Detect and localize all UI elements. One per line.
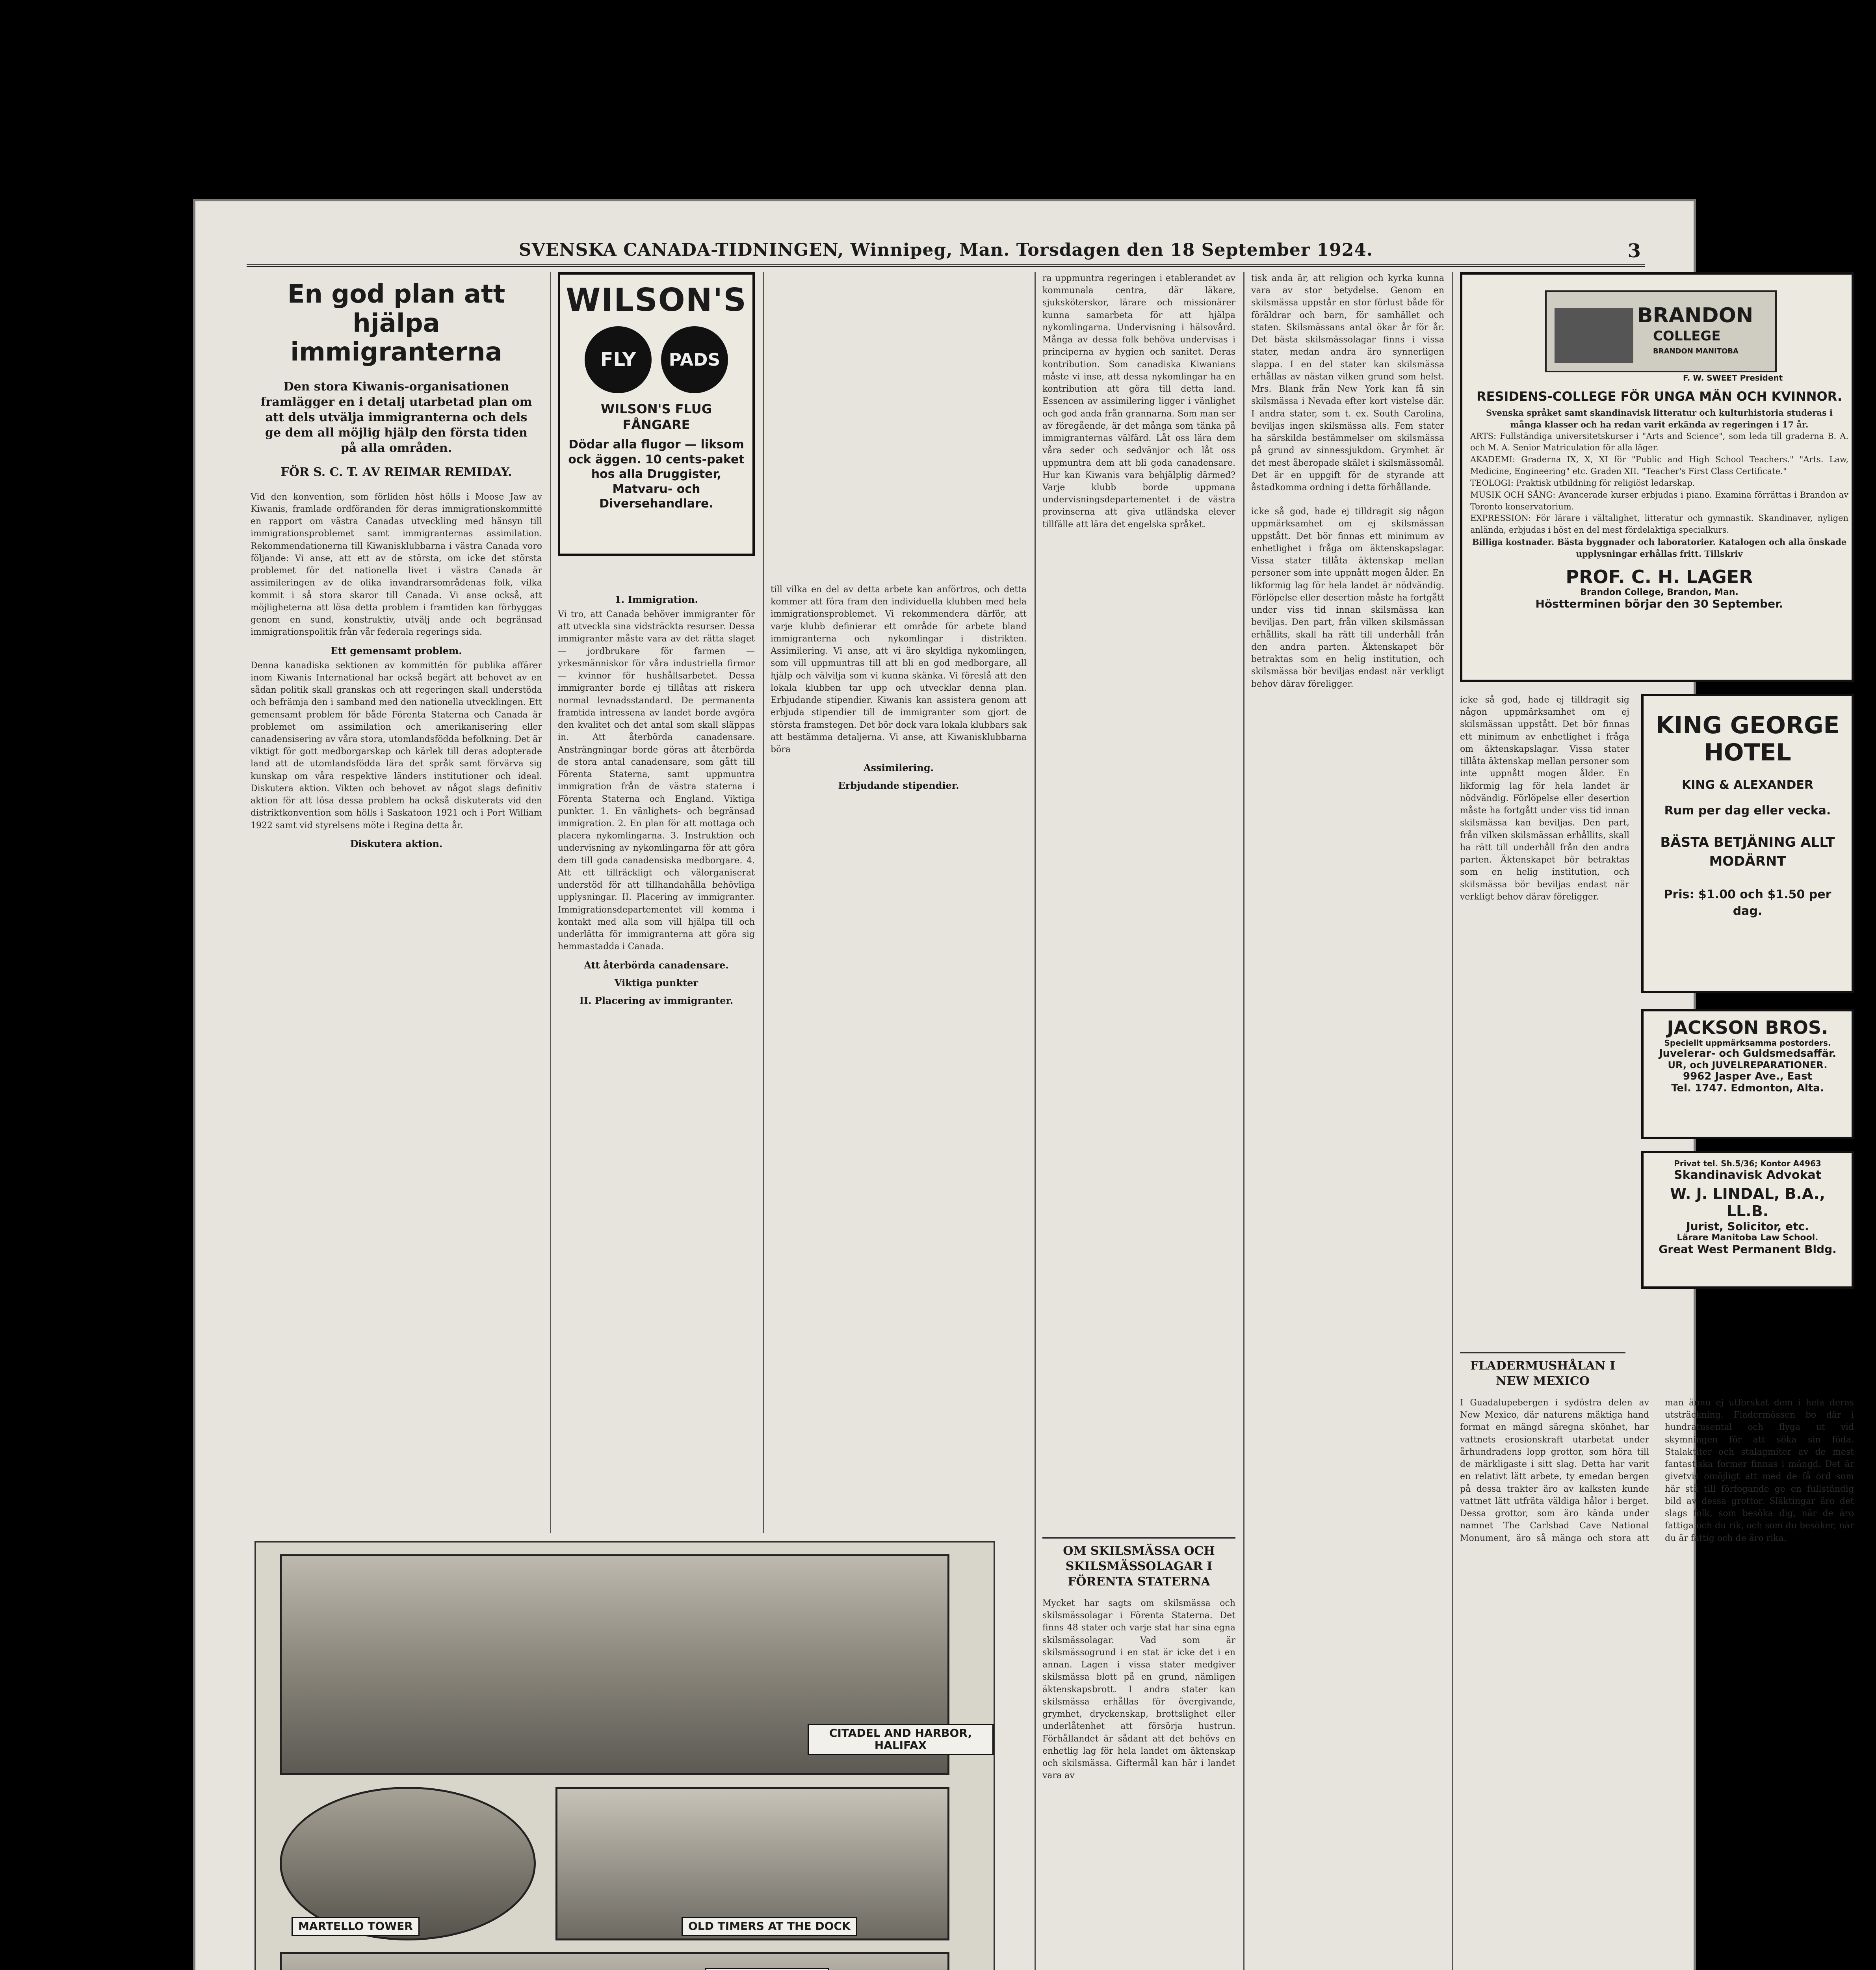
brandon-term: Höstterminen börjar den 30 September. bbox=[1535, 597, 1783, 610]
building-icon bbox=[1555, 308, 1633, 363]
main-byline: FÖR S. C. T. AV REIMAR REMIDAY. bbox=[280, 465, 512, 479]
hotel-rooms: Rum per dag eller vecka. bbox=[1664, 804, 1831, 818]
fly-circle: FLY bbox=[585, 326, 652, 393]
brandon-teologi: TEOLOGI: Praktisk utbildning för religiöst ledarskap. bbox=[1470, 478, 1695, 488]
hotel-service: BÄSTA BETJÄNING ALLT MODÄRNT bbox=[1660, 834, 1835, 869]
subhead-assimilation: Assimilering. bbox=[863, 762, 934, 774]
column-5 bbox=[1251, 272, 1444, 1970]
masthead: SVENSKA CANADA-TIDNINGEN, Winnipeg, Man. Torsdagen den 18 September 1924. bbox=[518, 240, 1373, 260]
fly-pads-badge bbox=[560, 326, 752, 393]
brandon-contact-name: PROF. C. H. LAGER bbox=[1566, 566, 1753, 587]
lindal-phone: Privat tel. Sh.5/36; Kontor A4963 bbox=[1674, 1159, 1821, 1168]
main-body: Vid den konvention, som förliden höst hölls i Moose Jaw av Kiwanis, framlade ordföranden för deras immigrationskommitté en rapport om västra Canadas utveckling med hänsyn till immigrationsproblemet samt immigranternas assimilation. Rekommendationerna till Kiwanisklubbarna i västra Canada voro följande: Vi anse, att ett av de största, om icke det största problemet för det nationella livet i västra Canada är assimileringen av de olika invandrarsområdenas folk, vilka kommit i så stora skaror till Canada. Vi anse också, att möjligheterna att lösa detta problem i framtiden kan förbyggas genom en sund, konstruktiv, utvälj ande och begränsad immigrationspolitik från vår federala regerings sida. bbox=[251, 492, 542, 637]
lindal-lawyer-ad bbox=[1641, 1151, 1854, 1289]
subhead-discuss-action: Diskutera aktion. bbox=[350, 838, 443, 849]
column-2 bbox=[558, 587, 755, 1525]
lindal-name: W. J. LINDAL, B.A., LL.B. bbox=[1670, 1185, 1825, 1220]
lindal-school: Lärare Manitoba Law School. bbox=[1677, 1233, 1818, 1243]
jackson-line3: UR, och JUVELREPARATIONER. bbox=[1668, 1059, 1828, 1070]
brandon-akademi: AKADEMI: Graderna IX, X, XI för "Public and High School Teachers." "Arts. Law, Medicine, Engineering" etc. Graden XII. "Teacher's First Class Certificate." bbox=[1470, 455, 1848, 476]
column-3-text: till vilka en del av detta arbete kan anförtros, och detta kommer att föra fram den individuella klubben med hela immigrationsproblemet. Vi rekommendera därför, att varje klubb definierar ett område för arbete bland immigranterna och nykomlingar i distrikten. Assimilering. Vi anse, att vi äro skyldiga nykomlingen, som vill uppmuntras till att bli en god medborgare, all hjälp och välvilja som vi kunna skänka. Vi föreslå att den lokala klubben tar upp och utvecklar denna plan. Erbjudande stipendier. Kiwanis kan assistera genom att erbjuda stipendier till de immigranter som gjort de största framstegen. Det bör dock vara lokala klubbars sak att bestämma detaljerna. Vi anse, att Kiwanisklubbarna böra bbox=[771, 585, 1027, 755]
jackson-bros-ad bbox=[1641, 1009, 1854, 1139]
page-header bbox=[247, 237, 1645, 267]
jackson-line4: 9962 Jasper Ave., East bbox=[1683, 1070, 1813, 1082]
brandon-logo-title: BRANDON bbox=[1637, 304, 1753, 327]
northwest-arm-label bbox=[705, 1968, 829, 1970]
divorce-article-text: Mycket har sagts om skilsmässa och skilsmässolagar i Förenta Staterna. Det finns 48 stater och varje stat har sina egna skilsmässolagar. Vad som är skilsmässogrund i en stat är icke det i en annan. Lagen i vissa stater medgiver skilsmässa blott på en grund, nämligen äktenskapsbrott. I andra stater kan skilsmässa erhållas för övergivande, grymhet, dryckenskap, brottslighet eller underlåtenhet att försörja hustrun. Förhållandet är sådant att det behövs en enhetlig lag för hela landet om äktenskap och skilsmässa. Giftermål kan här i landet vara av bbox=[1042, 1598, 1235, 1781]
jackson-line2: Juvelerar- och Guldsmedsaffär. bbox=[1659, 1048, 1836, 1059]
brandon-college-ad bbox=[1460, 272, 1854, 682]
newspaper-page bbox=[193, 199, 1854, 1970]
column-4-text: ra uppmuntra regeringen i etablerandet av kommunala centra, där läkare, sjuksköterskor, lärare och missionärer kunna samarbeta för att hjälpa nykomlingarna. Undervisning i hälsovård. Många av dessa folk behöva undervisas i principerna av hygien och sanitet. Deras kontribution. Som canadiska Kiwanians måste vi inse, att dessa nykomlingar ha en kontribution att göra till detta land. Essencen av assimilering ligger i vänlighet och god anda från grannarna. Som man ser av föregående, är det många som tänka på immigranternas välfärd. Låt oss lära dem våra seder och sedvänjor och låt oss uppmuntra dem att bli goda canadensare. Hur kan Kiwanis vara behjälplig därmed? Varje klubb borde uppmana undervisningsdepartementet i de västra provinserna att giva utländska elever tillfälle att lära det engelska språket. bbox=[1042, 273, 1235, 530]
king-george-hotel-ad bbox=[1641, 694, 1854, 993]
page-number: 3 bbox=[1627, 240, 1641, 262]
hotel-address: KING & ALEXANDER bbox=[1682, 778, 1813, 792]
brandon-musik: MUSIK OCH SÅNG: Avancerade kurser erbjudas i piano. Examina förrättas i Brandon av Toronto konservatorium. bbox=[1470, 490, 1848, 511]
old-timers-label: OLD TIMERS AT THE DOCK bbox=[682, 1917, 857, 1936]
column-2-text: Vi tro, att Canada behöver immigranter för att utveckla sina vidsträckta resurser. Dessa immigranter måste vara av det rätta slaget — jordbrukare för farmen — yrkesmänniskor för våra industriella firmor — kvinnor för hushållsarbetet. Dessa immigranter borde ej tillåtas att riskera normal levnadsstandard. De permanenta framtida intressena av landet borde avgöra den kvalitet och det antal som skall släppas in. Att återbörda canadensare. Ansträngningar borde göras att återbörda de stora antal canadensare, som gått till Förenta Staterna, samt uppmuntra immigration från de västra staterna i Förenta Staterna och England. Viktiga punkter. 1. En vänlighets- och begränsad immigration. 2. En plan för att mottaga och placera nykomlingarna. 3. Instruktion och undervisning av nykomlingarna för att göra dem till goda canadensiska medborgare. 4. Att ett tillräckligt och välorganiserat understöd för att tillhandahålla behövliga upplysningar. II. Placering av immigranter. Immigrationsdepartementet vill komma i kontakt med alla som vill hjälpa till och underlätta för immigranterna att göra sig hemmastadda i Canada. bbox=[558, 610, 755, 952]
subhead-key-points: Viktiga punkter bbox=[614, 977, 698, 989]
martello-label: MARTELLO TOWER bbox=[292, 1917, 420, 1936]
jackson-line5: Tel. 1747. Edmonton, Alta. bbox=[1671, 1082, 1824, 1094]
brandon-president: F. W. SWEET President bbox=[1683, 373, 1783, 383]
main-article bbox=[251, 272, 542, 1533]
main-headline: En god plan att hjälpa immigranterna bbox=[287, 280, 505, 367]
bats-article-title: FLADERMUSHÅLAN I NEW MEXICO bbox=[1460, 1352, 1625, 1389]
wilson-logo: WILSON'S bbox=[566, 282, 747, 318]
brandon-intro: Svenska språket samt skandinavisk litteratur och kulturhistoria studeras i många klasser och ha redan varit erkända av regeringen i 17 år. bbox=[1486, 408, 1833, 429]
subhead-returning: Att återbörda canadensare. bbox=[584, 959, 729, 971]
college-building-illustration bbox=[1545, 290, 1777, 372]
lindal-role: Jurist, Solicitor, etc. bbox=[1686, 1220, 1809, 1233]
halifax-photo-collage bbox=[254, 1541, 995, 1970]
column-rule bbox=[1243, 272, 1244, 1970]
main-deck: Den stora Kiwanis-organisationen framlägger en i detalj utarbetad plan om att dels utvälja immigranterna och dels ge dem all möjlig hjälp den första tiden på alla områden. bbox=[260, 379, 532, 455]
hotel-prices: Pris: $1.00 och $1.50 per dag. bbox=[1664, 888, 1831, 918]
divorce-article-title: OM SKILSMÄSSA OCH SKILSMÄSSOLAGAR I FÖRENTA STATERNA bbox=[1042, 1537, 1235, 1589]
column-4 bbox=[1042, 272, 1235, 1494]
brandon-expression: EXPRESSION: För lärare i vältalighet, litteratur och gymnastik. Skandinaver, nyligen anlända, erbjudas i höst en del mest fördelaktiga specialkurs. bbox=[1470, 513, 1848, 535]
hotel-name: KING GEORGE HOTEL bbox=[1655, 712, 1840, 766]
column-3 bbox=[771, 272, 1027, 1533]
citadel-label: CITADEL AND HARBOR, HALIFAX bbox=[808, 1724, 994, 1755]
subhead-common-problem: Ett gemensamt problem. bbox=[331, 645, 462, 656]
column-5-lower-text: icke så god, hade ej tilldragit sig någon uppmärksamhet om ej skilsmässan uppstått. Det bör finnas ett minimum av enhetlighet i fråga om äktenskapslagar. Vissa stater tillåta äktenskap mellan personer som inte uppnått mogen ålder. En likformig lag för hela landet är nödvändig. Förlöpelse eller desertion måste ha fortgått under viss tid innan skilsmässa kan beviljas. Den part, från vilken skilsmässan erhållits, skall ha rätt till underhåll från den andra parten. Äktenskapet bör betraktas som en helig institution, och skilsmässa bör beviljas endast när verkligt behov därav föreligger. bbox=[1251, 507, 1444, 689]
subhead-stipends: Erbjudande stipendier. bbox=[838, 780, 959, 792]
column-rule bbox=[1452, 272, 1453, 1970]
column-5-text: tisk anda är, att religion och kyrka kunna vara av stor betydelse. Genom en skilsmässa uppstår en stor förlust både för föräldrar och barn, för samhället och staten. Skilsmässans antal ökar år för år. Det bästa skilsmässolagar finns i vissa stater, medan andra äro synnerligen slappa. I en del stater kan skilsmässa erhållas av nästan vilken grund som helst. Mrs. Blank från New York kan få sin skilsmässa i Nevada efter kort vistelse där. I andra stater, som t. ex. South Carolina, beviljas ingen skilsmässa alls. Fem stater ha särskilda bestämmelser om skilsmässa på grund av sinnessjukdom. Grymhet är det mest åberopade skälet i skilsmässomål. Det är en uppgift för de styrande att åstadkomma ordning i detta förhållande. bbox=[1251, 273, 1444, 492]
column-rule bbox=[550, 272, 551, 1533]
pads-circle: PADS bbox=[661, 326, 728, 393]
wilson-fly-pads-ad bbox=[558, 272, 755, 556]
column-rule bbox=[1035, 272, 1036, 1970]
brandon-headline: RESIDENS-COLLEGE FÖR UNGA MÄN OCH KVINNOR. bbox=[1476, 389, 1843, 404]
brandon-place: BRANDON MANITOBA bbox=[1653, 347, 1739, 355]
wilson-text: Dödar alla flugor — liksom ock äggen. 10 cents-paket hos alla Druggister, Matvaru- och Diversehandlare. bbox=[568, 438, 745, 511]
column-6-text: icke så god, hade ej tilldragit sig någon uppmärksamhet om ej skilsmässan uppstått. Det bör finnas ett minimum av enhetlighet i fråga om äktenskapslagar. Vissa stater tillåta äktenskap mellan personer som inte uppnått mogen ålder. En likformig lag för hela landet är nödvändig. Förlöpelse eller desertion måste ha fortgått under viss tid innan skilsmässa kan beviljas. Den part, från vilken skilsmässan erhållits, skall ha rätt till underhåll från den andra parten. Äktenskapet bör betraktas som en helig institution, och skilsmässa bör beviljas endast när verkligt behov därav föreligger. bbox=[1460, 695, 1629, 902]
column-rule bbox=[763, 272, 764, 1533]
brandon-logo-sub: COLLEGE bbox=[1653, 328, 1721, 344]
main-body-continued: Denna kanadiska sektionen av kommittén för publika affärer inom Kiwanis International har också begärt att behovet av en sådan politik skall granskas och att regeringen skall understöda och befrämja den i samband med den nationella utvecklingen. Ett gemensamt problem för både Förenta Staterna och Canada är problemet om assimilation och amerikanisering eller canadensisering av våra stora, utomlandsfödda befolkning. Det är viktigt för gott medborgarskap och kärlek till deras adopterade land att de utomlandsfödda lära det språk samt förvärva sig kunskap om våra respektive länders institutioner och ideal. Diskutera aktion. Vikten och behovet av något slags definitiv aktion för att lösa dessa problem ha också diskuterats vid den distriktkonvention som hölls i Saskatoon 1921 och i Port William 1922 samt vid styrelsens möte i Regina detta år. bbox=[251, 660, 542, 831]
lindal-building: Great West Permanent Bldg. bbox=[1659, 1243, 1837, 1256]
lindal-title: Skandinavisk Advokat bbox=[1674, 1168, 1821, 1182]
brandon-arts: ARTS: Fullständiga universitetskurser i "Arts and Science", som leda till graderna B. A. och M. A. Senior Matriculation för alla läger. bbox=[1470, 431, 1848, 453]
bats-article-text: I Guadalupebergen i sydöstra delen av New Mexico, där naturens mäktiga hand format en mängd säregna skönhet, har vattnets erosionskraft utarbetat under århundradens lopp grottor, som höra till de märkligaste i sitt slag. Detta har varit en relativt lätt arbete, ty emedan bergen på dessa trakter äro av kalksten kunde vattnet lätt utfräta väldiga hålor i berget. Dessa grottor, som äro kända under namnet The Carlsbad Cave National Monument, äro så mänga och stora att man ännu ej utforskat dem i hela deras utsträckning. Fladermössen bo där i hundratusental och flyga ut vid skymningen för att söka sin föda. Stalaktiter och stalagmiter av de mest fantastiska former finnas i mängd. Det är givetvis omöjligt att med de få ord som här stå till förfogande ge en fullständig bild av dessa grottor. Släktingar äro det slags folk, som besöka dig, när de äro fattiga och du rik, och som du besöker, när du är fattig och de äro rika. bbox=[1460, 1398, 1854, 1543]
subhead-immigration: 1. Immigration. bbox=[615, 594, 698, 605]
northwest-arm-photo bbox=[280, 1952, 949, 1970]
subhead-placement: II. Placering av immigranter. bbox=[579, 994, 734, 1006]
jackson-name: JACKSON BROS. bbox=[1667, 1017, 1828, 1038]
brandon-costs: Billiga kostnader. Bästa byggnader och laboratorier. Katalogen och alla önskade upplysningar erhållas fritt. Tillskriv bbox=[1472, 537, 1847, 559]
column-6 bbox=[1460, 694, 1629, 1324]
jackson-line1: Speciellt uppmärksamma postorders. bbox=[1664, 1038, 1831, 1048]
bats-article bbox=[1460, 1344, 1854, 1970]
brandon-contact-address: Brandon College, Brandon, Man. bbox=[1580, 587, 1739, 597]
wilson-tagline: WILSON'S FLUG FÅNGARE bbox=[601, 401, 712, 432]
divorce-article bbox=[1042, 1529, 1235, 1970]
